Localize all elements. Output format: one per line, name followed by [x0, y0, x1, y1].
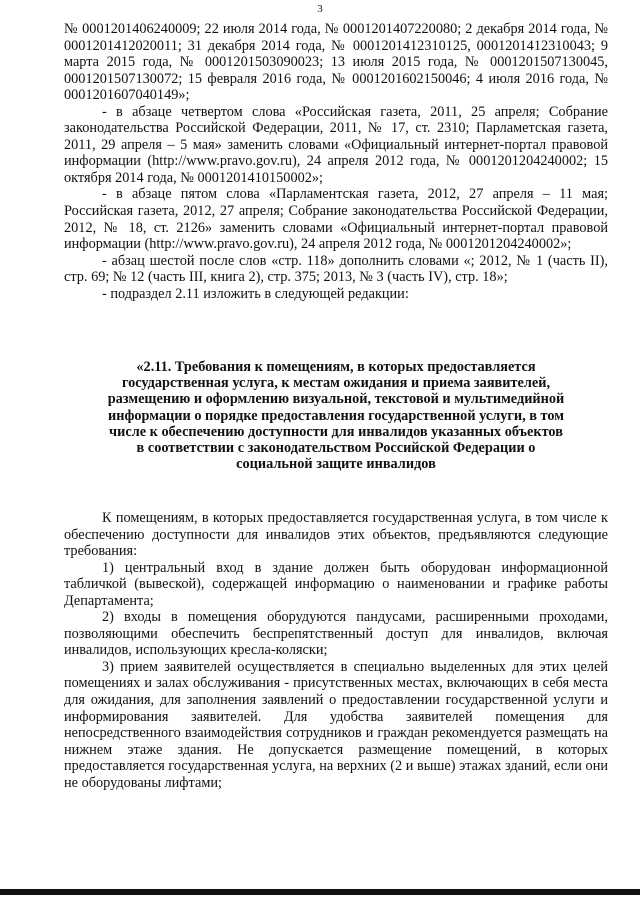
- section-heading-text: «2.11. Требования к помещениям, в которых предоставляется государственная услуга, к местам ожидания и приема заявителей, размещению и оформлению визуальной, текстовой и мультимедийной информации о порядке предоставления государственной услуги, в том числе к обеспечению доступности для инвалидов указанных объектов в соответствии с законодательством Российской Федерации о социальной защите инвалидов: [107, 359, 565, 473]
- paragraph: К помещениям, в которых предоставляется государственная услуга, в том числе к обеспечению доступности для инвалидов этих объектов, предъявляются следующие требования:: [64, 510, 608, 560]
- paragraph: - в абзаце пятом слова «Парламентская газета, 2012, 27 апреля – 11 мая; Российская газета, 2012, 27 апреля; Собрание законодательства Российской Федерации, 2012, № 18, ст. 2126» заменить словами «Официальный интернет-портал правовой информации (http://www.pravo.gov.ru), 24 апреля 2012 года, № 0001201204240002»;: [64, 186, 608, 253]
- footer-bar: [0, 889, 640, 895]
- paragraph: 1) центральный вход в здание должен быть оборудован информационной табличкой (вывеской), содержащей информацию о наименовании и графике работы Департамента;: [64, 559, 608, 609]
- paragraph: № 0001201406240009; 22 июля 2014 года, № 0001201407220080; 2 декабря 2014 года, № 0001201412020011; 31 декабря 2014 года, № 0001201412310125, 0001201412310043; 9 марта 2015 года, № 0001201503090023; 13 июля 2015 года, № 0001201507130045, 0001201507130072; 15 февраля 2016 года, № 0001201602150046; 4 июля 2016 года, № 0001201607040149»;: [64, 21, 608, 104]
- paragraph: - подраздел 2.11 изложить в следующей редакции:: [102, 285, 409, 302]
- page-number: 3: [317, 3, 323, 15]
- body-text-top: [64, 21, 608, 302]
- paragraph: - в абзаце четвертом слова «Российская газета, 2011, 25 апреля; Собрание законодательства Российской Федерации, 2011, № 17, ст. 2310; Парламетская газета, 2011, 29 апреля – 5 мая» заменить словами «Официальный интернет-портал правовой информации (http://www.pravo.gov.ru), 24 апреля 2012 года, № 0001201204240002; 15 октября 2014 года, № 0001201410150002»;: [64, 103, 608, 186]
- paragraph: 2) входы в помещения оборудуются пандусами, расширенными проходами, позволяющими обеспечить беспрепятственный доступ для инвалидов, включая инвалидов, использующих кресла-коляски;: [64, 609, 608, 659]
- body-text-bottom: [64, 510, 608, 791]
- section-heading: [104, 359, 568, 472]
- paragraph: - абзац шестой после слов «стр. 118» дополнить словами «; 2012, № 1 (часть II), стр. 69; № 12 (часть III, книга 2), стр. 375; 2013, № 3 (часть IV), стр. 18»;: [64, 252, 608, 286]
- paragraph: 3) прием заявителей осуществляется в специально выделенных для этих целей помещениях и залах обслуживания - присутственных местах, включающих в себя места для ожидания, для заполнения заявлений о предоставлении государственной услуги и информирования заявителей. Для удобства заявителей помещения для непосредственного взаимодействия сотрудников и граждан рекомендуется размещать на нижнем этаже здания. Не допускается размещение помещений, в которых предоставляется государственная услуга, на верхних (2 и выше) этажах зданий, если они не оборудованы лифтами;: [64, 658, 608, 791]
